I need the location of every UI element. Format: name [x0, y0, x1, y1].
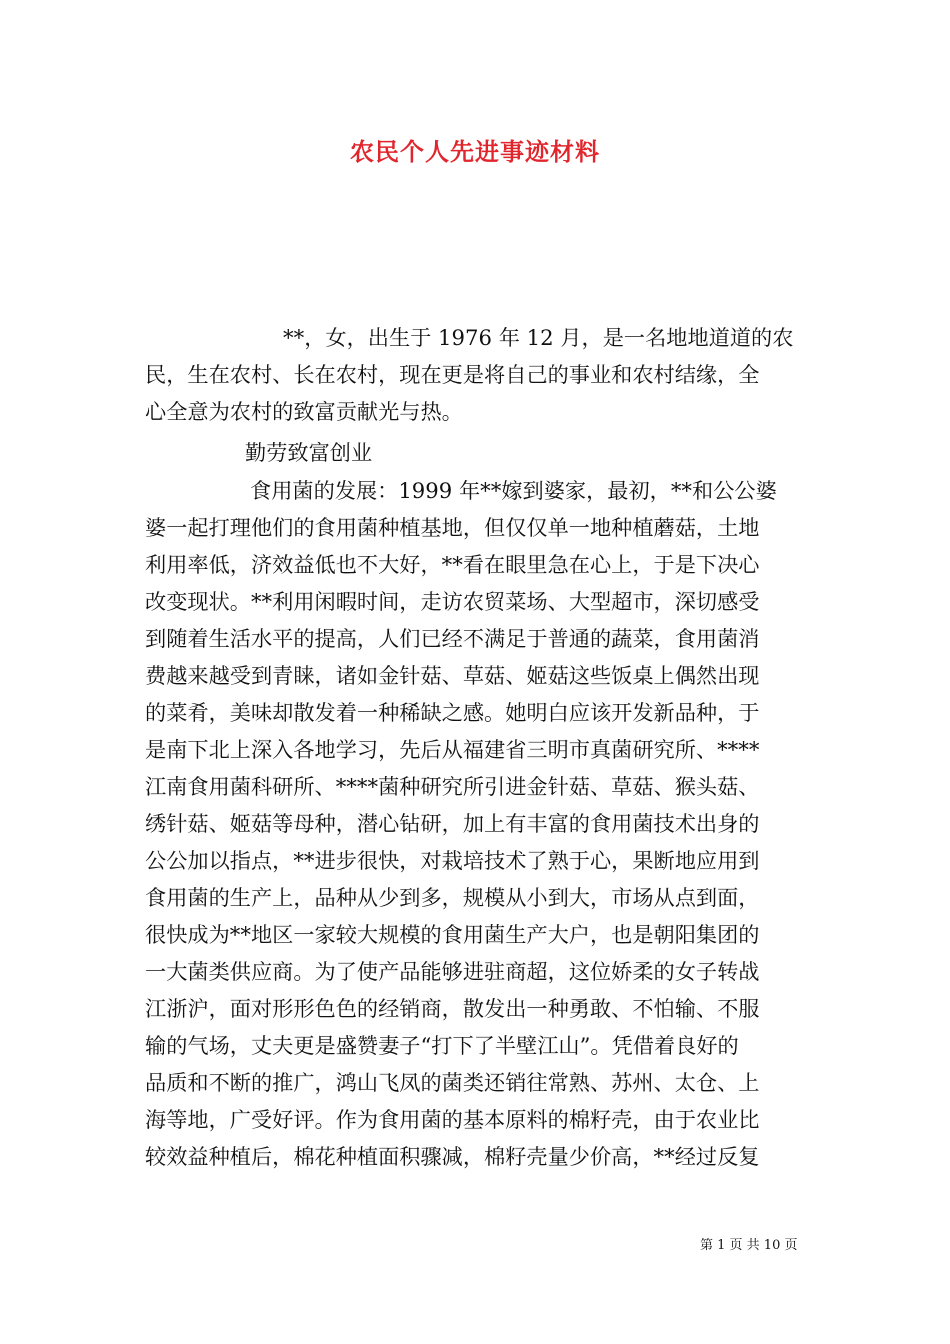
paragraph-line: 海等地，广受好评。作为食用菌的基本原料的棉籽壳，由于农业比	[145, 1107, 760, 1132]
paragraph-line: **，女，出生于 1976 年 12 月，是一名地地道道的农	[283, 325, 794, 350]
paragraph-line: 的菜肴，美味却散发着一种稀缺之感。她明白应该开发新品种，于	[145, 700, 760, 725]
paragraph-line: 食用菌的生产上，品种从少到多，规模从小到大，市场从点到面，	[145, 885, 760, 910]
paragraph-line: 食用菌的发展：1999 年**嫁到婆家，最初，**和公公婆	[250, 478, 777, 503]
paragraph-line: 品质和不断的推广，鸿山飞凤的菌类还销往常熟、苏州、太仓、上	[145, 1070, 760, 1095]
paragraph-line: 民，生在农村、长在农村，现在更是将自己的事业和农村结缘，全	[145, 362, 760, 387]
paragraph-line: 较效益种植后，棉花种植面积骤减，棉籽壳量少价高，**经过反复	[145, 1144, 760, 1169]
page-number-footer: 第 1 页 共 10 页	[700, 1238, 798, 1253]
paragraph-line: 费越来越受到青睐，诸如金针菇、草菇、姬菇这些饭桌上偶然出现	[145, 663, 760, 688]
paragraph-line: 到随着生活水平的提高，人们已经不满足于普通的蔬菜，食用菌消	[145, 626, 760, 651]
paragraph-line: 一大菌类供应商。为了使产品能够进驻商超，这位娇柔的女子转战	[145, 959, 760, 984]
paragraph-line: 心全意为农村的致富贡献光与热。	[145, 399, 463, 424]
paragraph-line: 输的气场，丈夫更是盛赞妻子“打下了半壁江山”。凭借着良好的	[145, 1033, 739, 1058]
paragraph-line: 江南食用菌科研所、****菌种研究所引进金针菇、草菇、猴头菇、	[145, 774, 760, 799]
paragraph-line: 江浙沪，面对形形色色的经销商，散发出一种勇敢、不怕输、不服	[145, 996, 760, 1021]
paragraph-line: 是南下北上深入各地学习，先后从福建省三明市真菌研究所、****	[145, 737, 760, 762]
paragraph-line: 改变现状。**利用闲暇时间，走访农贸菜场、大型超市，深切感受	[145, 589, 760, 614]
paragraph-line: 绣针菇、姬菇等母种，潜心钻研，加上有丰富的食用菌技术出身的	[145, 811, 760, 836]
paragraph-line: 公公加以指点，**进步很快，对栽培技术了熟于心，果断地应用到	[145, 848, 760, 873]
paragraph-line: 很快成为**地区一家较大规模的食用菌生产大户，也是朝阳集团的	[145, 922, 760, 947]
section-heading: 勤劳致富创业	[245, 440, 373, 465]
paragraph-line: 婆一起打理他们的食用菌种植基地，但仅仅单一地种植蘑菇，土地	[145, 515, 760, 540]
document-title: 农民个人先进事迹材料	[350, 137, 600, 166]
paragraph-line: 利用率低，济效益低也不大好，**看在眼里急在心上，于是下决心	[145, 552, 760, 577]
